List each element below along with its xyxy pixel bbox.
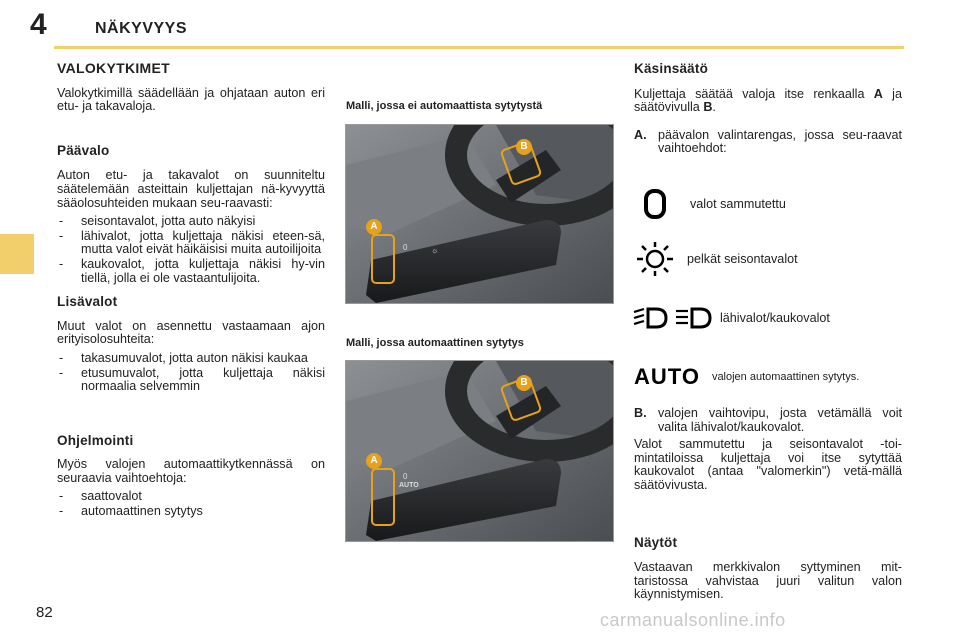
section-title: VALOKYTKIMET [57,60,171,76]
svg-text:0: 0 [403,243,408,252]
label-b: B [516,375,532,391]
paavalo-text: Auton etu- ja takavalot on suunniteltu säätelemään asteittain kuljettajan nä-kyvyyttä sääolosuhteiden mukaan seu-raavasti: [57,168,325,210]
naytot-heading: Näytöt [634,534,678,550]
stalk-auto-text: AUTO [399,482,419,489]
svg-text:0: 0 [403,472,408,481]
icon-label-off: valot sammutettu [690,197,786,211]
stalk-photo-no-auto [345,124,614,304]
chapter-number: 4 [30,8,47,41]
zero-icon [642,188,668,220]
label-a: A [366,219,382,235]
stalk-illustration [346,125,613,303]
icon-label-beams: lähivalot/kaukovalot [720,311,830,325]
kasinsaato-heading: Käsinsäätö [634,61,709,76]
chapter-side-tab [0,234,34,274]
label-b: B [516,139,532,155]
icon-row-off [642,188,786,220]
a-description: A. päävalon valintarengas, jossa seu-raavat vaihtoehdot: [634,127,902,156]
beam-icon [632,306,712,330]
right-column [634,62,902,156]
b-description: B. valojen vaihtovipu, josta vetämällä voit valita lähivalot/kaukovalot. [634,406,902,434]
paavalo-heading: Päävalo [57,142,110,158]
lisavalot-list [57,352,325,394]
list-item: - kaukovalot, jotta kuljettaja näkisi hy-vin tiellä, jolla ei ole vastaantulijoita. [59,256,325,285]
label-a: A [366,453,382,469]
list-item: - automaattinen sytytys [59,504,203,519]
ohjelmointi-heading: Ohjelmointi [57,432,134,448]
page-number: 82 [36,604,53,621]
caption-auto: Malli, jossa automaattinen sytytys [346,337,524,349]
header-rule [54,46,904,49]
note-text: Valot sammutettu ja seisontavalot -toi-mintatiloissa kuljettaja voi itse sytyttää kaukovalot (antaa "valomerkin") vetä-mällä säätövivusta. [634,437,902,492]
icon-row-parking [634,240,798,278]
ohjelmointi-text: Myös valojen automaattikytkennässä on seuraavia vaihtoehtoja: [57,457,325,485]
intro-text: Valokytkimillä säädellään ja ohjataan auton eri etu- ja takavaloja. [57,85,325,114]
stalk-illustration [346,361,613,541]
parking-light-icon [634,240,676,278]
auto-icon: AUTO [634,364,700,389]
icon-row-auto [634,364,859,390]
list-item: - seisontavalot, jotta auto näkyisi [59,214,256,229]
stalk-photo-auto [345,360,614,542]
naytot-text: Vastaavan merkkivalon syttyminen mit-taristossa vahvistaa juuri valitun valon käynnistymisen. [634,560,902,602]
list-item: - takasumuvalot, jotta auton näkisi kaukaa [59,350,308,365]
watermark: carmanualsonline.info [600,610,786,630]
icon-label-auto: valojen automaattinen sytytys. [711,371,860,383]
list-item: - lähivalot, jotta kuljettaja näkisi eteen-sä, mutta valot eivät häikäisisi muita autoilijoita [59,228,325,257]
list-item: - saattovalot [59,489,142,504]
icon-row-beams [632,306,830,330]
ohjelmointi-list [57,490,325,518]
paavalo-list [57,215,325,285]
left-column [57,62,325,520]
icon-label-parking: pelkät seisontavalot [687,252,798,266]
kasinsaato-intro: Kuljettaja säätää valoja itse renkaalla A ja säätövivulla B. [634,86,902,115]
list-item: - etusumuvalot, jotta kuljettaja näkisi normaalia selvemmin [59,365,325,394]
right-column-lower [634,407,902,602]
caption-no-auto: Malli, jossa ei automaattista sytytystä [346,100,543,112]
svg-text:☼: ☼ [431,246,439,255]
lisavalot-text: Muut valot on asennettu vastaamaan ajon erityisolosuhteita: [57,318,325,347]
chapter-title: NÄKYVYYS [95,20,188,37]
lisavalot-heading: Lisävalot [57,294,118,310]
